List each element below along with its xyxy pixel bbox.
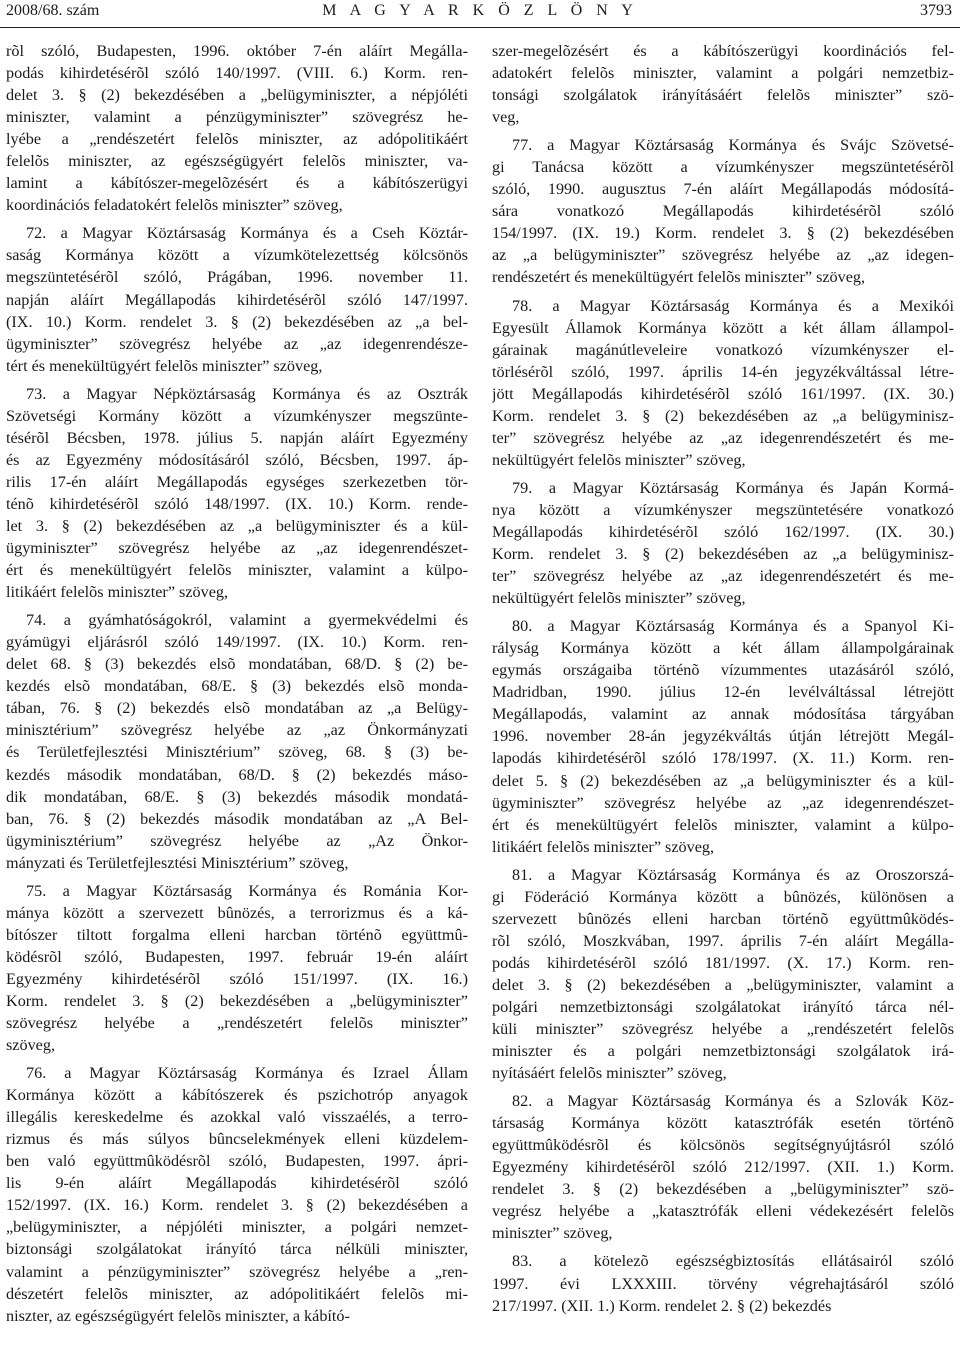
- text-line: ban, 76. § (2) bekezdés második mondatában az „A Bel-: [6, 809, 468, 828]
- text-line: szöveg,: [6, 1036, 55, 1055]
- paragraph: [492, 615, 954, 858]
- text-line: bítószer tiltott forgalma elleni harcban történõ együttmû-: [6, 925, 468, 944]
- text-line: gi Föderáció Kormánya között a bûnözés, különösen a: [492, 887, 954, 906]
- text-line: rendészetért és menekültügyért felelõs miniszter” szöveg,: [492, 268, 866, 287]
- text-line: (IX. 10.) Korm. rendelet 3. § (2) bekezdésében az „a bel-: [6, 312, 468, 331]
- text-line: nyításáért felelõs miniszter” szöveg,: [492, 1064, 727, 1083]
- text-line: szervezett bûnözés elleni harcban történõ együttmûködés-: [492, 909, 954, 928]
- text-line: Korm. rendelet 3. § (2) bekezdésében a „belügyminiszter”: [6, 991, 468, 1010]
- paragraph: [492, 1250, 954, 1316]
- paragraph: [6, 880, 468, 1056]
- right-column: [492, 40, 954, 1345]
- text-line: rilis 17-én aláírt Megállapodás egységes szerkezetben tör-: [6, 472, 468, 491]
- paragraph: [492, 1090, 954, 1244]
- text-line: rõl szóló, Moszkvában, 1997. április 7-én aláírt Megálla-: [492, 931, 954, 950]
- text-line: 78. a Magyar Köztársaság Kormánya és a Mexikói: [512, 296, 954, 315]
- paragraph: [492, 295, 954, 471]
- text-line: delet 5. § (2) bekezdésében az „a belügyminiszter és a kül-: [492, 771, 954, 790]
- text-line: rizmus és más súlyos bûncselekmények elleni küzdelem-: [6, 1130, 468, 1149]
- page-number: 3793: [920, 2, 952, 19]
- text-line: koordinációs feladatokért felelõs miniszter” szöveg,: [6, 196, 343, 215]
- text-line: ter” szövegrész helyébe az „az idegenrendészetért és me-: [492, 428, 954, 447]
- text-line: miniszter” szöveg,: [492, 1224, 613, 1243]
- text-line: és Területfejlesztési Minisztérium” szöveg, 68. § (3) be-: [6, 743, 468, 762]
- text-line: jött Megállapodás kihirdetésérõl szóló 161/1997. (IX. 30.): [492, 384, 954, 403]
- text-line: veg,: [492, 108, 520, 127]
- text-line: miniszter és a polgári nemzetbiztonsági szolgálatok irá-: [492, 1042, 954, 1061]
- paragraph: [492, 40, 954, 128]
- text-line: az „a belügyminiszter” szövegrész helyébe az „az idegen-: [492, 246, 954, 265]
- text-line: és az Egyezmény módosításáról szóló, Bécsben, 1997. áp-: [6, 450, 468, 469]
- left-column: [6, 40, 468, 1345]
- paragraph: [6, 40, 468, 216]
- text-line: napján aláírt Megállapodás kihirdetésérõl szóló 147/1997.: [6, 290, 468, 309]
- text-line: nekültügyért felelõs miniszter” szöveg,: [492, 450, 746, 469]
- text-line: valamint a pénzügyminiszter” szövegrész helyébe a „ren-: [6, 1262, 468, 1281]
- text-line: szövegrész helyébe a „rendészetért felelõs miniszter”: [6, 1014, 468, 1033]
- text-line: lapodás kihirdetésérõl szóló 178/1997. (X. 11.) Korm. ren-: [492, 749, 954, 768]
- text-line: társaság Kormánya között katasztrófák esetén történõ: [492, 1114, 954, 1133]
- text-line: miniszter, valamint a pénzügyminiszter” szövegrész he-: [6, 108, 468, 127]
- text-line: saság Kormánya között a vízumkötelezettség kölcsönös: [6, 246, 468, 265]
- text-line: sára vonatkozó Megállapodás kihirdetésérõl szóló: [492, 202, 954, 221]
- text-line: ügyminiszter” szövegrész helyébe az „az idegenrendészet-: [6, 539, 468, 558]
- text-line: rendelet 3. § (2) bekezdésében a „belügyminiszter” szö-: [492, 1180, 954, 1199]
- text-line: szóló, 1990. augusztus 7-én aláírt Megállapodás módosítá-: [492, 180, 954, 199]
- text-line: polgári nemzetbiztonsági szolgálatokat irányító tárca nél-: [492, 997, 954, 1016]
- text-line: tában, 76. § (2) bekezdés elsõ mondatában az „a Belügy-: [6, 699, 468, 718]
- text-line: ért és menekültügyért felelõs miniszter, valamint a külpo-: [6, 561, 468, 580]
- text-line: 83. a kötelezõ egészségbiztosítás ellátásairól szóló: [512, 1252, 954, 1271]
- text-line: 79. a Magyar Köztársaság Kormánya és Japán Kormá-: [512, 478, 954, 497]
- text-line: 75. a Magyar Köztársaság Kormánya és Románia Kor-: [26, 881, 468, 900]
- text-line: Korm. rendelet 3. § (2) bekezdésében az „a belügyminisz-: [492, 406, 954, 425]
- text-line: 82. a Magyar Köztársaság Kormánya és a Szlovák Köz-: [512, 1092, 954, 1111]
- text-line: ben való együttmûködésrõl szóló, Budapesten, 1997. ápri-: [6, 1152, 468, 1171]
- text-line: 77. a Magyar Köztársaság Kormánya és Svájc Szövetsé-: [512, 136, 954, 155]
- text-line: delet 3. § (2) bekezdésében a „belügyminiszter, valamint a: [492, 975, 954, 994]
- text-line: 81. a Magyar Köztársaság Kormánya és az Oroszorszá-: [512, 865, 954, 884]
- text-line: 1996. november 28-án jegyzékváltás útján létrejött Megál-: [492, 727, 954, 746]
- paragraph: [6, 222, 468, 376]
- text-line: 152/1997. (IX. 16.) Korm. rendelet 3. § (2) bekezdésében a: [6, 1196, 468, 1215]
- text-line: törlésérõl szóló, 1997. április 14-én jegyzékváltással létre-: [492, 362, 954, 381]
- text-line: Kormánya között a kábítószerek és pszichotróp anyagok: [6, 1086, 468, 1105]
- text-line: delet 3. § (2) bekezdésében a „belügyminiszter, a népjóléti: [6, 86, 468, 105]
- text-line: Szövetségi Kormány között a vízumkényszer megszünte-: [6, 406, 468, 425]
- text-line: adatokért felelõs miniszter, valamint a polgári nemzetbiz-: [492, 64, 954, 83]
- text-line: ter” szövegrész helyébe az „az idegenrendészetért és me-: [492, 567, 954, 586]
- text-line: ügyminiszter” szövegrész helyébe az „az idegenrendészet-: [492, 793, 954, 812]
- text-line: lis 9-én aláírt Megállapodás kihirdetésérõl szóló: [6, 1174, 468, 1193]
- text-line: 72. a Magyar Köztársaság Kormánya és a Cseh Köztár-: [26, 224, 468, 243]
- text-line: lamint a kábítószer-megelõzésért és a kábítószerügyi: [6, 174, 468, 193]
- paragraph: [492, 864, 954, 1084]
- text-line: gi Tanácsa között a vízumkényszer megszüntetésérõl: [492, 158, 954, 177]
- text-line: 1997. évi LXXXIII. törvény végrehajtásáról szóló: [492, 1274, 954, 1293]
- page-header: [0, 0, 960, 22]
- text-line: küli miniszter” szövegrész helyébe a „rendészetért felelõs: [492, 1020, 954, 1039]
- text-line: tért és menekültügyért felelõs miniszter” szöveg,: [6, 356, 323, 375]
- text-line: ügyminisztérium” szövegrész helyébe az „Az Önkor-: [6, 831, 468, 850]
- text-line: 154/1997. (IX. 19.) Korm. rendelet 3. § (2) bekezdésében: [492, 224, 954, 243]
- text-line: illegális kereskedelme és azokkal való visszaélés, a terro-: [6, 1108, 468, 1127]
- issue-number: 2008/68. szám: [6, 2, 100, 19]
- text-line: megszüntetésérõl szóló, Prágában, 1996. november 11.: [6, 268, 468, 287]
- text-line: Megállapodás kihirdetésérõl szóló 162/1997. (IX. 30.): [492, 522, 954, 541]
- paragraph: [492, 477, 954, 609]
- text-line: felelõs miniszter, az egészségügyért felelõs miniszter, va-: [6, 152, 468, 171]
- header-rule: [0, 27, 960, 28]
- text-line: Egyezmény kihirdetésérõl szóló 212/1997. (XII. 1.) Korm.: [492, 1158, 954, 1177]
- text-line: let 3. § (2) bekezdésében az „a belügyminiszter és a kül-: [6, 516, 468, 535]
- text-line: „belügyminiszter, a népjóléti miniszter, a polgári nemzet-: [6, 1218, 468, 1237]
- text-line: kezdés második mondatában, 68/D. § (2) bekezdés máso-: [6, 765, 468, 784]
- text-line: gárainak magánútleveleire vonatkozó vízumkényszer el-: [492, 340, 954, 359]
- text-line: nekültügyért felelõs miniszter” szöveg,: [492, 589, 746, 608]
- text-line: nya között a vízumkényszer megszüntetésére vonatkozó: [492, 500, 954, 519]
- text-line: Megállapodás, valamint az annak módosítása tárgyában: [492, 705, 954, 724]
- text-line: 217/1997. (XII. 1.) Korm. rendelet 2. § (2) bekezdés: [492, 1296, 832, 1315]
- text-line: dik mondatában, 68/E. § (3) bekezdés második mondatá-: [6, 787, 468, 806]
- text-line: dészetért felelõs miniszter, az adópolitikáért felelõs mi-: [6, 1284, 468, 1303]
- paragraph: [6, 1062, 468, 1327]
- text-line: egymás országaiba történõ vízummentes utazásáról szóló,: [492, 661, 954, 680]
- text-line: podás kihirdetésérõl szóló 181/1997. (X. 17.) Korm. ren-: [492, 953, 954, 972]
- text-line: rályság Kormánya között a két állam állampolgárainak: [492, 639, 954, 658]
- text-line: szer-megelõzésért és a kábítószerügyi koordinációs fel-: [492, 42, 954, 60]
- paragraph: [6, 609, 468, 874]
- text-line: tonsági szolgálatok irányításáért felelõs miniszter” szö-: [492, 86, 954, 105]
- text-line: podás kihirdetésérõl szóló 140/1997. (VIII. 6.) Korm. ren-: [6, 64, 468, 83]
- text-line: vegrész helyébe a „katasztrófák elleni védekezésért felelõs: [492, 1202, 954, 1221]
- text-line: litikáért felelõs miniszter” szöveg,: [492, 837, 715, 856]
- paragraph: [492, 134, 954, 288]
- text-line: 74. a gyámhatóságokról, valamint a gyermekvédelmi és: [26, 611, 468, 630]
- text-line: együttmûködésrõl és kölcsönös segítségnyújtásról szóló: [492, 1136, 954, 1155]
- text-line: niszter, az egészségügyért felelõs miniszter, a kábító-: [6, 1306, 350, 1325]
- text-line: rõl szóló, Budapesten, 1996. október 7-én aláírt Megálla-: [6, 42, 468, 60]
- text-line: kezdés elsõ mondatában, 68/E. § (3) bekezdés elsõ monda-: [6, 677, 468, 696]
- text-line: tésérõl Bécsben, 1978. július 5. napján aláírt Egyezmény: [6, 428, 468, 447]
- text-line: 76. a Magyar Köztársaság Kormánya és Izrael Állam: [26, 1064, 468, 1083]
- publication-title: M A G Y A R K Ö Z L Ö N Y: [322, 2, 638, 19]
- text-line: gyámügyi eljárásról szóló 149/1997. (IX. 10.) Korm. ren-: [6, 633, 468, 652]
- text-line: Madridban, 1990. július 12-én levélváltással létrejött: [492, 683, 954, 702]
- text-line: 80. a Magyar Köztársaság Kormánya és a Spanyol Ki-: [512, 617, 954, 636]
- text-line: ügyminiszter” szövegrész helyébe az „az idegenrendésze-: [6, 334, 468, 353]
- text-line: Egyezmény kihirdetésérõl szóló 151/1997. (IX. 16.): [6, 969, 468, 988]
- text-line: ért és menekültügyért felelõs miniszter, valamint a külpo-: [492, 815, 954, 834]
- text-line: Egyesült Államok Kormánya között a két állam állampol-: [492, 318, 954, 337]
- text-line: mányzati és Területfejlesztési Minisztérium” szöveg,: [6, 853, 349, 872]
- text-line: litikáért felelõs miniszter” szöveg,: [6, 583, 229, 602]
- text-line: delet 68. § (3) bekezdés elsõ mondatában, 68/D. § (2) be-: [6, 655, 468, 674]
- text-line: Korm. rendelet 3. § (2) bekezdésében az „a belügyminisz-: [492, 545, 954, 564]
- text-line: lyébe a „rendészetért felelõs miniszter, az adópolitikáért: [6, 130, 468, 149]
- text-line: minisztérium” szövegrész helyébe az „az Önkormányzati: [6, 721, 468, 740]
- text-line: 73. a Magyar Népköztársaság Kormánya és az Osztrák: [26, 384, 468, 403]
- text-line: ténõ kihirdetésérõl szóló 148/1997. (IX. 10.) Korm. rende-: [6, 494, 468, 513]
- paragraph: [6, 383, 468, 603]
- text-line: biztonsági szolgálatokat irányító tárca nélküli miniszter,: [6, 1240, 468, 1259]
- text-line: ködésrõl szóló, Budapesten, 1997. február 19-én aláírt: [6, 947, 468, 966]
- text-line: mánya között a szervezett bûnözés, a terrorizmus és a ká-: [6, 903, 468, 922]
